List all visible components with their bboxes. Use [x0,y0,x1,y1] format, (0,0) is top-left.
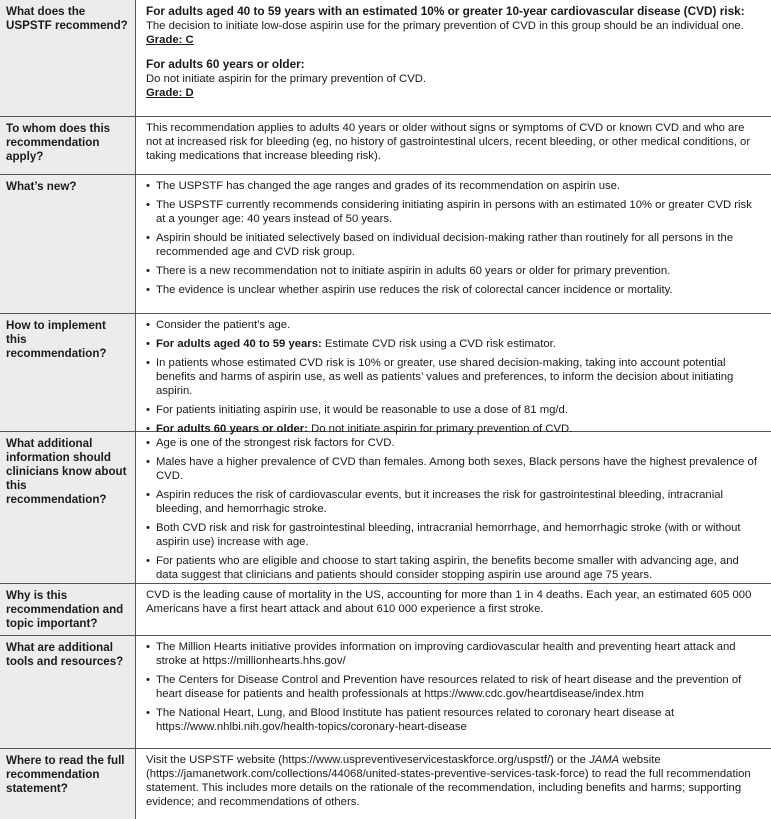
row-why-important [0,584,771,636]
text-part: website (https://jamanetwork.com/collections/44068/united-states-preventive-services-task-force) to read the full recommendation statement. This includes more details on the rationale of the recommendation, including benefits and harms; supporting evidence; and recommendations of others. [146,754,751,808]
row-content [136,749,771,819]
row-content [136,0,771,116]
row-label: Where to read the full recommendation statement? [0,749,136,819]
row-tools-resources [0,636,771,749]
group2-text: Do not initiate aspirin for the primary prevention of CVD. [146,73,427,85]
list-item: • For patients initiating aspirin use, it would be reasonable to use a dose of 81 mg/d. [146,403,761,417]
text-part: Visit the USPSTF website (https://www.uspreventiveservicestaskforce.org/uspstf/) or the [146,754,590,766]
group1-text: The decision to initiate low-dose aspirin use for the primary prevention of CVD in this group should be an individual one. [146,20,744,32]
row-label: To whom does this recommendation apply? [0,117,136,174]
row-additional-info [0,432,771,584]
list-item: • The evidence is unclear whether aspirin use reduces the risk of colorectal cancer incidence or mortality. [146,283,761,297]
list-item: • The Centers for Disease Control and Prevention have resources related to risk of heart disease and the prevention of heart disease for patients and health professionals at https://www.cdc.gov/heartdisease/index.htm [146,673,761,701]
list-item: • There is a new recommendation not to initiate aspirin in adults 60 years or older for primary prevention. [146,264,761,278]
importance-text: CVD is the leading cause of mortality in the US, accounting for more than 1 in 4 deaths. Each year, an estimated 605 000 Americans have a first heart attack and about 610 000 experience a first stroke. [146,589,752,615]
group1-heading: For adults aged 40 to 59 years with an estimated 10% or greater 10-year cardiovascular disease (CVD) risk: [146,4,745,18]
row-label: What’s new? [0,175,136,313]
row-content [136,117,771,174]
where-to-read-text [146,753,761,809]
list-item: • The USPSTF currently recommends considering initiating aspirin in persons with an estimated 10% or greater CVD risk at a younger age: 40 years instead of 50 years. [146,198,761,226]
list-item: • Aspirin should be initiated selectively based on individual decision-making rather than routinely for all persons in the recommended age and CVD risk group. [146,231,761,259]
list-item: • Consider the patient’s age. [146,318,761,332]
row-what-recommend [0,0,771,117]
row-content [136,175,771,313]
list-item: • Aspirin reduces the risk of cardiovascular events, but it increases the risk for gastrointestinal bleeding, intracranial bleeding, and hemorrhagic stroke. [146,488,761,516]
row-where-to-read [0,749,771,819]
row-to-whom [0,117,771,175]
applies-text: This recommendation applies to adults 40 years or older without signs or symptoms of CVD or known CVD and who are not at increased risk for bleeding (eg, no history of gastrointestinal ulcers, recent bleeding, or other medical conditions, or taking medications that increase bleeding risk). [146,122,751,162]
row-content [136,584,771,635]
row-whats-new [0,175,771,314]
bold-lead: For adults aged 40 to 59 years: [156,338,322,350]
row-content [136,636,771,748]
row-label: What does the USPSTF recommend? [0,0,136,116]
list-item: • In patients whose estimated CVD risk is 10% or greater, use shared decision-making, taking into account potential benefits and harms of aspirin use, as well as patients’ values and preferences, to inform the decision about initiating aspirin. [146,356,761,398]
grade-c: Grade: C [146,34,194,46]
item-text: Do not initiate aspirin for primary prevention of CVD. [307,423,573,435]
list-item: • Both CVD risk and risk for gastrointestinal bleeding, intracranial hemorrhage, and hemorrhagic stroke (with or without aspirin use) increase with age. [146,521,761,549]
item-text: Estimate CVD risk using a CVD risk estimator. [321,338,556,350]
group2-heading: For adults 60 years or older: [146,57,305,71]
grade-d: Grade: D [146,87,194,99]
list-item: • The USPSTF has changed the age ranges and grades of its recommendation on aspirin use. [146,179,761,193]
row-label: How to implement this recommendation? [0,314,136,431]
list-item: • The Million Hearts initiative provides information on improving cardiovascular health and preventing heart attack and stroke at https://millionhearts.hhs.gov/ [146,640,761,668]
row-label: What are additional tools and resources? [0,636,136,748]
list-item [146,337,761,351]
row-label: What additional information should clinicians know about this recommendation? [0,432,136,583]
list-item [146,422,761,436]
row-how-to-implement [0,314,771,435]
row-label: Why is this recommendation and topic important? [0,584,136,635]
list-item: • Age is one of the strongest risk factors for CVD. [146,436,761,450]
journal-name: JAMA [589,754,620,766]
list-item: • Males have a higher prevalence of CVD than females. Among both sexes, Black persons have the highest prevalence of CVD. [146,455,761,483]
row-content [136,314,771,435]
list-item: • The National Heart, Lung, and Blood Institute has patient resources related to coronary heart disease at https://www.nhlbi.nih.gov/health-topics/coronary-heart-disease [146,706,761,734]
list-item: • For patients who are eligible and choose to start taking aspirin, the benefits become smaller with advancing age, and data suggest that clinicians and patients should consider stopping aspirin use around age 75 years. [146,554,761,582]
bold-lead: For adults 60 years or older: [156,423,308,435]
row-content [136,432,771,583]
